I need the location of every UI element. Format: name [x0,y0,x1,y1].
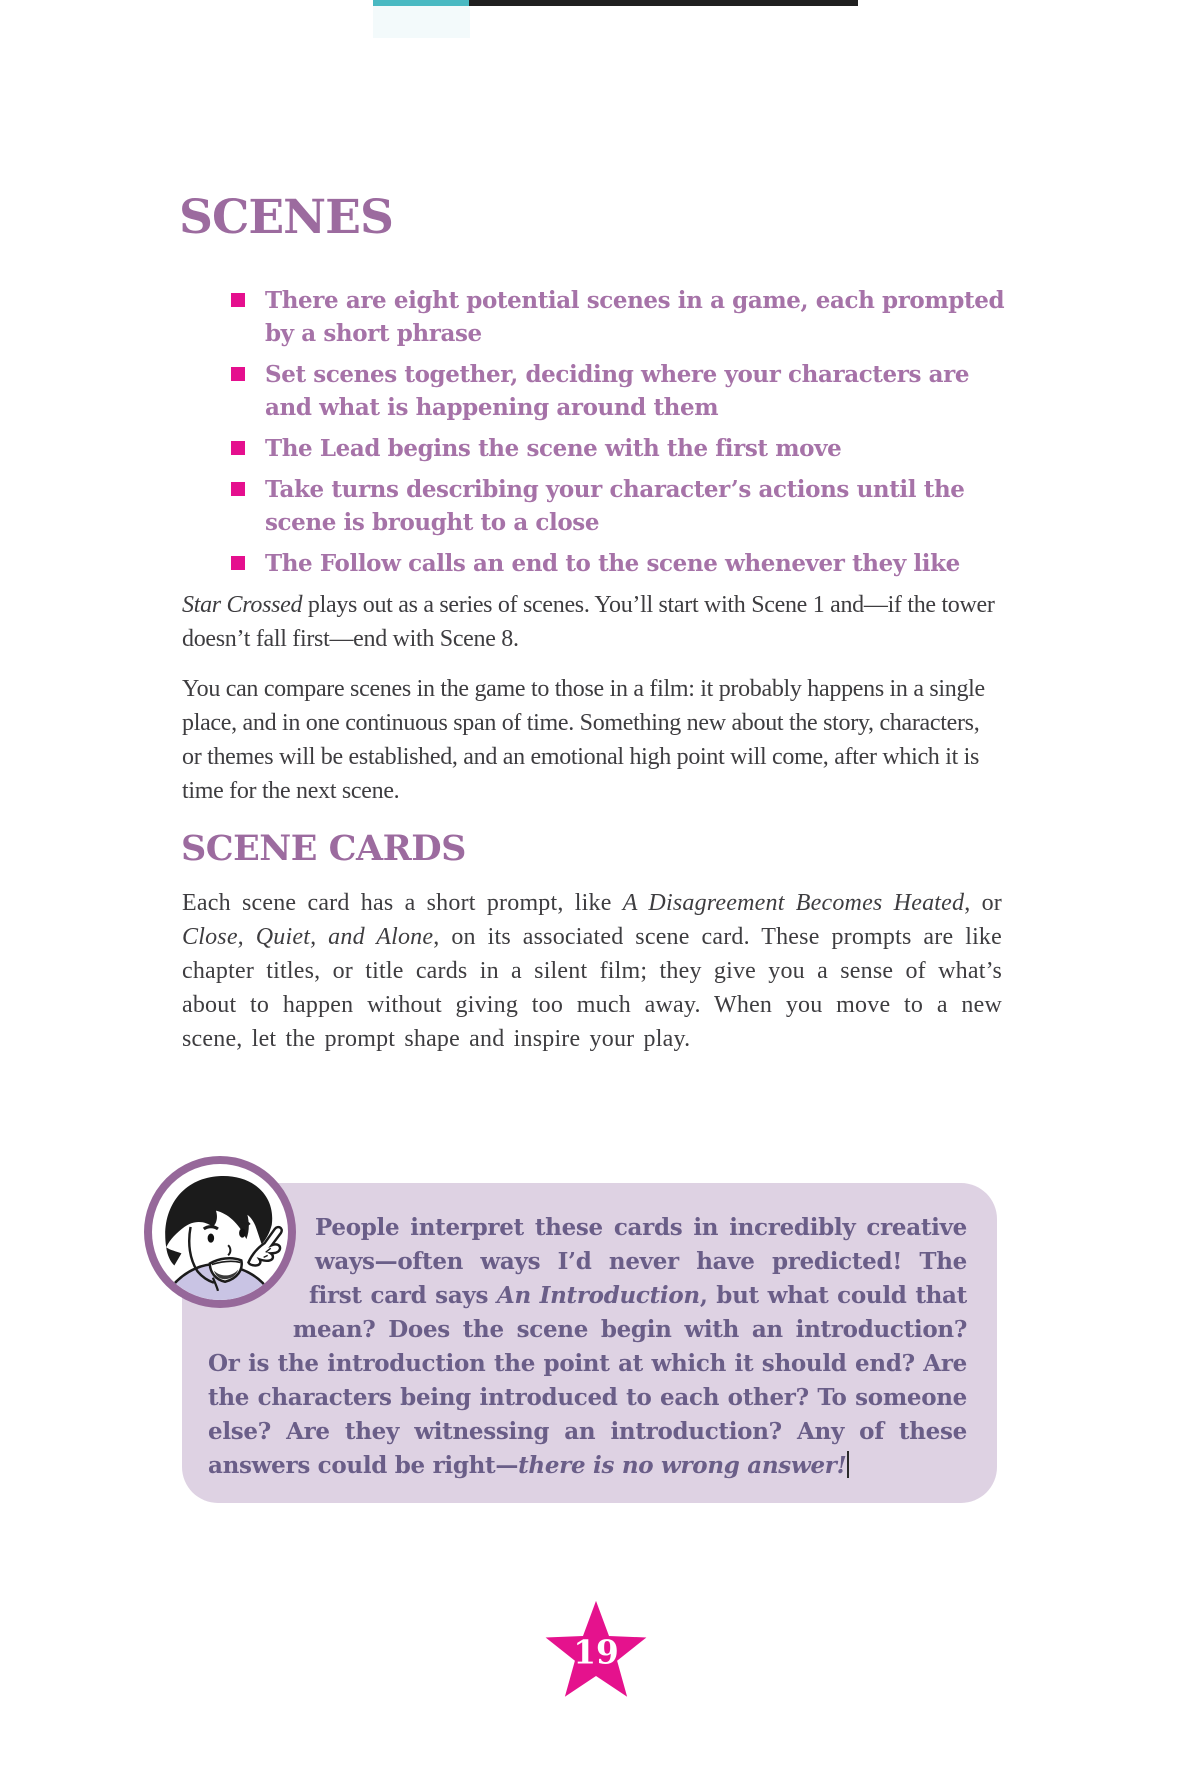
text-caret [847,1451,849,1478]
scenes-bullet-list [265,284,1007,588]
section-heading-scene-cards: SCENE CARDS [181,828,466,869]
bullet-square-icon [231,367,245,381]
paragraph-scenes-film: You can compare scenes in the game to those in a film: it probably happens in a single place, and in one continuous span of time. Something new about the story, characters, or themes will be established, and an emotional high point will come, after which it is time for the next scene. [182,676,985,804]
star-icon [543,1598,649,1704]
page-number-star [543,1598,649,1704]
bullet-square-icon [231,556,245,570]
designer-note-callout [182,1183,997,1503]
bullet-text: There are eight potential scenes in a game, each prompted by a short phrase [265,287,1005,347]
list-item [265,432,1007,465]
bullet-text: The Follow calls an end to the scene whenever they like [265,550,960,577]
list-item [265,284,1007,350]
bullet-square-icon [231,293,245,307]
list-item [265,473,1007,539]
top-black-bar [469,0,858,6]
top-teal-tint [373,6,470,38]
bullet-text: Set scenes together, deciding where your characters are and what is happening around them [265,361,970,421]
list-item [265,358,1007,424]
paragraph-scenes-intro: Star Crossed plays out as a series of scenes. You’ll start with Scene 1 and—if the tower doesn’t fall first—end with Scene 8. [182,592,995,652]
bullet-square-icon [231,482,245,496]
bullet-square-icon [231,441,245,455]
callout-text-content: People interpret these cards in incredibly creative ways—often ways I’d never have predicted! The first card says An Introduction, but what could that mean? Does the scene begin with an introduction? Or is the introduction the point at which it should end? Are the characters being introduced to each other? To someone else? Are they witnessing an introduction? Any of these answers could be right—there is no wrong answer! [208,1214,967,1479]
paragraph-scene-cards: Each scene card has a short prompt, like A Disagreement Becomes Heated, or Close, Quiet, and Alone, on its associated scene card. These prompts are like chapter titles, or title cards in a silent film; they give you a sense of what’s about to happen without giving too much away. When you move to a new scene, let the prompt shape and inspire your play. [182,890,1002,1052]
bullet-text: The Lead begins the scene with the first move [265,435,842,462]
callout-text [208,1211,967,1483]
bullet-text: Take turns describing your character’s actions until the scene is brought to a close [265,476,965,536]
speaker-avatar [144,1156,296,1308]
page-number: 19 [573,1632,619,1672]
list-item [265,547,1007,580]
section-heading-scenes: SCENES [179,190,393,245]
speaker-avatar-illustration [152,1164,288,1300]
